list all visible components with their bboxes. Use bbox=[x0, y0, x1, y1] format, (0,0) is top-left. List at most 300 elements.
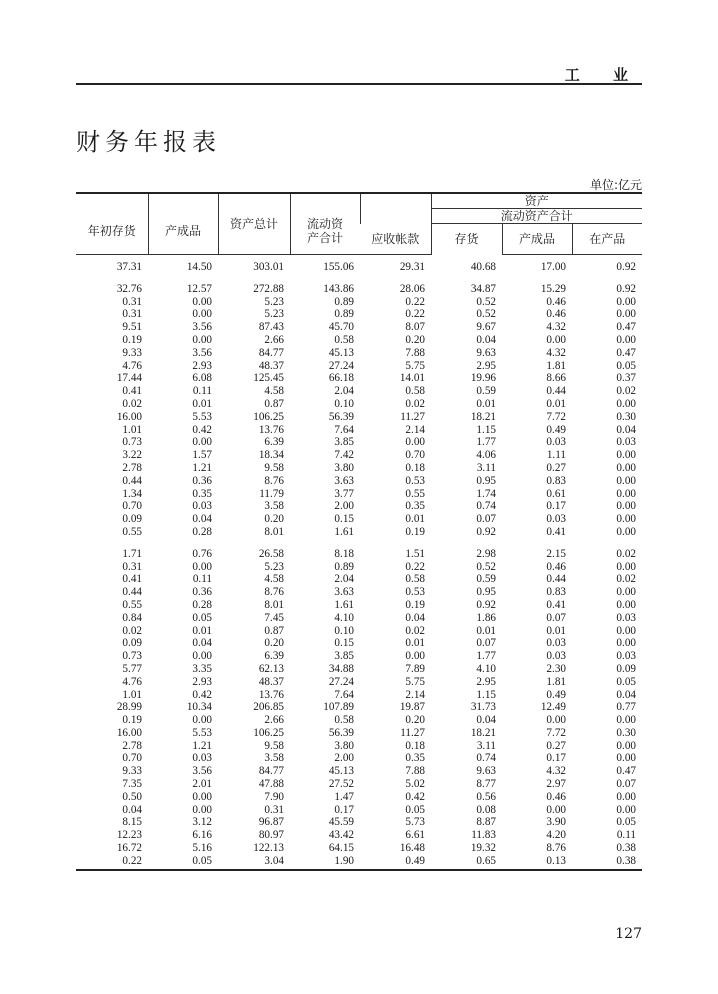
table-cell: 2.95 bbox=[476, 675, 496, 688]
table-cell: 106.25 bbox=[253, 726, 284, 739]
table-cell: 0.27 bbox=[546, 461, 566, 474]
table-row bbox=[76, 599, 642, 612]
table-cell: 0.42 bbox=[192, 423, 212, 436]
table-cell: 125.45 bbox=[253, 372, 284, 385]
table-cell: 0.00 bbox=[616, 487, 636, 500]
table-cell: 0.01 bbox=[546, 624, 566, 637]
table-cell: 3.11 bbox=[476, 739, 496, 752]
table-row bbox=[76, 676, 642, 689]
table-cell: 9.33 bbox=[122, 346, 142, 359]
table-cell: 1.34 bbox=[122, 487, 142, 500]
table-cell: 7.45 bbox=[264, 611, 284, 624]
table-cell: 2.30 bbox=[546, 662, 566, 675]
table-cell: 0.59 bbox=[476, 573, 496, 586]
table-cell: 7.88 bbox=[405, 346, 425, 359]
table-cell: 0.20 bbox=[405, 714, 425, 727]
table-cell: 0.00 bbox=[616, 598, 636, 611]
table-cell: 1.77 bbox=[476, 650, 496, 663]
table-cell: 5.75 bbox=[405, 675, 425, 688]
table-cell: 64.15 bbox=[328, 842, 354, 855]
table-cell: 1.86 bbox=[476, 611, 496, 624]
table-cell: 17.00 bbox=[540, 261, 566, 273]
table-cell: 0.03 bbox=[546, 436, 566, 449]
table-row bbox=[76, 637, 642, 650]
table-cell: 37.31 bbox=[116, 261, 142, 273]
table-cell: 1.01 bbox=[122, 423, 142, 436]
table-cell: 45.13 bbox=[328, 346, 354, 359]
table-row bbox=[76, 650, 642, 663]
table-cell: 0.00 bbox=[616, 586, 636, 599]
table-cell: 0.07 bbox=[616, 778, 636, 791]
table-cell: 48.37 bbox=[258, 359, 284, 372]
table-cell: 11.83 bbox=[471, 829, 496, 842]
table-cell: 0.53 bbox=[405, 586, 425, 599]
table-row bbox=[76, 765, 642, 778]
table-row bbox=[76, 740, 642, 753]
table-row bbox=[76, 462, 642, 475]
table-cell: 0.01 bbox=[546, 397, 566, 410]
unit-label: 单位:亿元 bbox=[589, 178, 642, 192]
table-cell: 2.93 bbox=[192, 675, 212, 688]
table-cell: 0.03 bbox=[546, 650, 566, 663]
table-cell: 0.01 bbox=[405, 513, 425, 526]
table-cell: 0.41 bbox=[122, 573, 142, 586]
table-cell: 0.52 bbox=[476, 308, 496, 321]
table-cell: 0.19 bbox=[122, 333, 142, 346]
table-header bbox=[76, 193, 642, 255]
table-cell: 0.58 bbox=[405, 573, 425, 586]
table-cell: 0.00 bbox=[616, 513, 636, 526]
table-row bbox=[76, 548, 642, 561]
table-cell: 0.11 bbox=[192, 573, 212, 586]
table-cell: 5.53 bbox=[192, 410, 212, 423]
table-cell: 5.23 bbox=[264, 560, 284, 573]
table-cell: 16.48 bbox=[399, 842, 425, 855]
table-cell: 0.41 bbox=[546, 525, 566, 538]
table-cell: 0.44 bbox=[546, 573, 566, 586]
table-cell: 2.04 bbox=[334, 385, 354, 398]
table-cell: 0.07 bbox=[546, 611, 566, 624]
table-cell: 15.29 bbox=[540, 282, 566, 295]
table-row bbox=[76, 296, 642, 309]
table-cell: 0.58 bbox=[405, 385, 425, 398]
financial-table bbox=[76, 192, 642, 871]
table-cell: 0.05 bbox=[616, 816, 636, 829]
table-cell: 0.02 bbox=[616, 385, 636, 398]
table-cell: 0.04 bbox=[476, 333, 496, 346]
table-cell: 0.20 bbox=[264, 513, 284, 526]
table-cell: 0.38 bbox=[616, 854, 636, 867]
table-cell: 0.22 bbox=[405, 295, 425, 308]
table-row bbox=[76, 360, 642, 373]
table-cell: 155.06 bbox=[323, 261, 354, 273]
table-cell: 1.15 bbox=[476, 688, 496, 701]
table-cell: 6.39 bbox=[264, 436, 284, 449]
table-cell: 19.87 bbox=[399, 701, 425, 714]
table-cell: 0.17 bbox=[334, 803, 354, 816]
table-cell: 0.00 bbox=[616, 790, 636, 803]
table-cell: 0.83 bbox=[546, 474, 566, 487]
table-cell: 0.02 bbox=[122, 397, 142, 410]
table-cell: 7.35 bbox=[122, 778, 142, 791]
table-cell: 9.58 bbox=[264, 461, 284, 474]
table-cell: 8.18 bbox=[334, 547, 354, 560]
table-cell: 12.49 bbox=[540, 701, 566, 714]
col-header-finished-goods: 产成品 bbox=[148, 209, 218, 255]
table-cell: 0.31 bbox=[122, 560, 142, 573]
table-cell: 0.65 bbox=[476, 854, 496, 867]
table-cell: 0.07 bbox=[476, 637, 496, 650]
table-cell: 0.22 bbox=[122, 854, 142, 867]
table-cell: 84.77 bbox=[258, 346, 284, 359]
table-row bbox=[76, 625, 642, 638]
table-cell: 0.30 bbox=[616, 410, 636, 423]
table-cell: 96.87 bbox=[258, 816, 284, 829]
table-cell: 0.35 bbox=[405, 500, 425, 513]
table-cell: 4.76 bbox=[122, 359, 142, 372]
table-cell: 0.35 bbox=[405, 752, 425, 765]
table-cell: 12.23 bbox=[116, 829, 142, 842]
table-cell: 3.35 bbox=[192, 662, 212, 675]
table-cell: 0.42 bbox=[405, 790, 425, 803]
table-cell: 0.27 bbox=[546, 739, 566, 752]
table-cell: 0.00 bbox=[546, 803, 566, 816]
table-cell: 0.04 bbox=[616, 423, 636, 436]
table-cell: 26.58 bbox=[258, 547, 284, 560]
table-cell: 0.01 bbox=[476, 624, 496, 637]
table-cell: 0.03 bbox=[546, 513, 566, 526]
table-cell: 3.56 bbox=[192, 321, 212, 334]
table-cell: 32.76 bbox=[116, 282, 142, 295]
table-cell: 9.58 bbox=[264, 739, 284, 752]
table-cell: 206.85 bbox=[253, 701, 284, 714]
table-cell: 0.31 bbox=[122, 295, 142, 308]
table-cell: 0.00 bbox=[192, 803, 212, 816]
table-cell: 0.09 bbox=[122, 513, 142, 526]
table-cell: 29.31 bbox=[399, 261, 425, 273]
table-cell: 0.15 bbox=[334, 637, 354, 650]
table-cell: 0.00 bbox=[192, 560, 212, 573]
table-cell: 0.05 bbox=[192, 611, 212, 624]
table-cell: 8.15 bbox=[122, 816, 142, 829]
table-cell: 2.00 bbox=[334, 500, 354, 513]
table-cell: 8.07 bbox=[405, 321, 425, 334]
table-cell: 3.58 bbox=[264, 752, 284, 765]
table-row bbox=[76, 804, 642, 817]
table-row bbox=[76, 714, 642, 727]
table-cell: 0.01 bbox=[192, 397, 212, 410]
table-cell: 45.70 bbox=[328, 321, 354, 334]
table-cell: 10.34 bbox=[186, 701, 212, 714]
table-cell: 4.32 bbox=[546, 321, 566, 334]
table-cell: 4.32 bbox=[546, 765, 566, 778]
table-cell: 0.13 bbox=[546, 854, 566, 867]
table-row bbox=[76, 449, 642, 462]
table-cell: 12.57 bbox=[186, 282, 212, 295]
table-cell: 5.73 bbox=[405, 816, 425, 829]
table-row bbox=[76, 829, 642, 842]
table-cell: 0.58 bbox=[334, 714, 354, 727]
table-cell: 0.00 bbox=[192, 790, 212, 803]
table-row bbox=[76, 398, 642, 411]
table-cell: 17.44 bbox=[116, 372, 142, 385]
table-cell: 5.16 bbox=[192, 842, 212, 855]
table-cell: 0.00 bbox=[616, 803, 636, 816]
table-cell: 7.42 bbox=[334, 449, 354, 462]
table-cell: 0.17 bbox=[546, 752, 566, 765]
table-cell: 28.99 bbox=[116, 701, 142, 714]
table-cell: 7.72 bbox=[546, 410, 566, 423]
table-cell: 1.74 bbox=[476, 487, 496, 500]
table-cell: 56.39 bbox=[328, 410, 354, 423]
table-cell: 14.50 bbox=[186, 261, 212, 273]
table-cell: 0.61 bbox=[546, 487, 566, 500]
table-cell: 0.70 bbox=[122, 500, 142, 513]
table-cell: 4.10 bbox=[334, 611, 354, 624]
table-cell: 0.47 bbox=[616, 765, 636, 778]
table-cell: 0.36 bbox=[192, 586, 212, 599]
table-cell: 0.89 bbox=[334, 308, 354, 321]
table-cell: 0.95 bbox=[476, 586, 496, 599]
table-cell: 0.11 bbox=[616, 829, 636, 842]
table-cell: 0.04 bbox=[192, 513, 212, 526]
table-cell: 5.53 bbox=[192, 726, 212, 739]
table-cell: 4.10 bbox=[476, 662, 496, 675]
table-cell: 0.49 bbox=[546, 423, 566, 436]
table-cell: 0.55 bbox=[405, 487, 425, 500]
table-row bbox=[76, 586, 642, 599]
table-cell: 7.88 bbox=[405, 765, 425, 778]
table-cell: 0.58 bbox=[334, 333, 354, 346]
table-cell: 0.10 bbox=[334, 624, 354, 637]
table-cell: 0.74 bbox=[476, 752, 496, 765]
table-cell: 19.32 bbox=[470, 842, 496, 855]
table-cell: 48.37 bbox=[258, 675, 284, 688]
table-cell: 3.85 bbox=[334, 650, 354, 663]
table-cell: 106.25 bbox=[253, 410, 284, 423]
table-cell: 18.21 bbox=[470, 726, 496, 739]
table-cell: 0.44 bbox=[546, 385, 566, 398]
table-cell: 0.00 bbox=[192, 295, 212, 308]
table-row bbox=[76, 488, 642, 501]
table-cell: 0.00 bbox=[616, 752, 636, 765]
table-row bbox=[76, 573, 642, 586]
table-row bbox=[76, 513, 642, 526]
table-cell: 0.31 bbox=[264, 803, 284, 816]
table-cell: 0.92 bbox=[476, 598, 496, 611]
table-cell: 18.34 bbox=[258, 449, 284, 462]
table-cell: 0.28 bbox=[192, 598, 212, 611]
table-cell: 3.11 bbox=[476, 461, 496, 474]
col-header-current-assets-line2: 产合计 bbox=[306, 231, 343, 246]
table-cell: 45.59 bbox=[328, 816, 354, 829]
table-cell: 1.11 bbox=[546, 449, 566, 462]
table-cell: 5.75 bbox=[405, 359, 425, 372]
table-cell: 0.44 bbox=[122, 474, 142, 487]
table-cell: 0.38 bbox=[616, 842, 636, 855]
table-row bbox=[76, 424, 642, 437]
col-group-assets: 资产 bbox=[431, 193, 642, 209]
table-cell: 11.27 bbox=[400, 410, 425, 423]
table-cell: 3.56 bbox=[192, 765, 212, 778]
table-cell: 0.77 bbox=[616, 701, 636, 714]
table-cell: 27.52 bbox=[328, 778, 354, 791]
table-cell: 4.20 bbox=[546, 829, 566, 842]
table-cell: 0.41 bbox=[546, 598, 566, 611]
table-cell: 0.50 bbox=[122, 790, 142, 803]
table-cell: 0.92 bbox=[476, 525, 496, 538]
table-cell: 8.76 bbox=[264, 586, 284, 599]
table-cell: 0.00 bbox=[616, 500, 636, 513]
table-cell: 2.00 bbox=[334, 752, 354, 765]
table-cell: 3.12 bbox=[192, 816, 212, 829]
table-cell: 2.78 bbox=[122, 461, 142, 474]
table-cell: 0.87 bbox=[264, 624, 284, 637]
table-cell: 0.05 bbox=[616, 675, 636, 688]
table-cell: 0.46 bbox=[546, 308, 566, 321]
table-cell: 0.00 bbox=[616, 461, 636, 474]
table-cell: 0.41 bbox=[122, 385, 142, 398]
col-header-total-assets: 资产总计 bbox=[218, 193, 290, 255]
table-cell: 0.18 bbox=[405, 739, 425, 752]
table-cell: 1.90 bbox=[334, 854, 354, 867]
table-cell: 0.70 bbox=[405, 449, 425, 462]
table-cell: 6.61 bbox=[405, 829, 425, 842]
table-cell: 0.00 bbox=[616, 397, 636, 410]
table-cell: 0.49 bbox=[546, 688, 566, 701]
table-cell: 0.92 bbox=[616, 261, 636, 273]
table-cell: 0.30 bbox=[616, 726, 636, 739]
table-cell: 0.46 bbox=[546, 295, 566, 308]
table-cell: 0.01 bbox=[405, 637, 425, 650]
table-cell: 14.01 bbox=[399, 372, 425, 385]
table-cell: 0.09 bbox=[122, 637, 142, 650]
table-cell: 0.18 bbox=[405, 461, 425, 474]
table-cell: 2.93 bbox=[192, 359, 212, 372]
table-row bbox=[76, 385, 642, 398]
table-cell: 1.61 bbox=[334, 598, 354, 611]
table-cell: 8.66 bbox=[546, 372, 566, 385]
table-cell: 0.17 bbox=[546, 500, 566, 513]
table-cell: 0.11 bbox=[192, 385, 212, 398]
table-cell: 84.77 bbox=[258, 765, 284, 778]
table-cell: 0.46 bbox=[546, 560, 566, 573]
table-cell: 0.00 bbox=[616, 449, 636, 462]
table-cell: 0.03 bbox=[616, 436, 636, 449]
table-cell: 1.81 bbox=[546, 675, 566, 688]
table-cell: 0.52 bbox=[476, 295, 496, 308]
table-cell: 34.87 bbox=[470, 282, 496, 295]
table-cell: 0.28 bbox=[192, 525, 212, 538]
col-header-opening-inventory: 年初存货 bbox=[76, 209, 148, 255]
table-cell: 0.00 bbox=[616, 637, 636, 650]
table-cell: 0.10 bbox=[334, 397, 354, 410]
table-cell: 28.06 bbox=[399, 282, 425, 295]
table-cell: 0.01 bbox=[192, 624, 212, 637]
table-cell: 56.39 bbox=[328, 726, 354, 739]
table-cell: 66.18 bbox=[328, 372, 354, 385]
table-cell: 40.68 bbox=[470, 260, 496, 273]
table-row bbox=[76, 778, 642, 791]
table-row bbox=[76, 372, 642, 385]
table-cell: 8.87 bbox=[476, 816, 496, 829]
table-cell: 0.08 bbox=[476, 803, 496, 816]
table-cell: 0.00 bbox=[192, 650, 212, 663]
table-cell: 122.13 bbox=[253, 842, 284, 855]
table-cell: 0.02 bbox=[405, 624, 425, 637]
table-cell: 0.00 bbox=[616, 739, 636, 752]
table-cell: 16.00 bbox=[116, 410, 142, 423]
table-cell: 0.03 bbox=[546, 637, 566, 650]
table-cell: 0.05 bbox=[192, 854, 212, 867]
table-cell: 6.08 bbox=[192, 372, 212, 385]
table-row bbox=[76, 321, 642, 334]
table-cell: 13.76 bbox=[258, 423, 284, 436]
table-row bbox=[76, 283, 642, 296]
table-cell: 45.13 bbox=[328, 765, 354, 778]
table-cell: 0.22 bbox=[405, 308, 425, 321]
table-row bbox=[76, 816, 642, 829]
table-cell: 3.77 bbox=[334, 487, 354, 500]
table-cell: 0.42 bbox=[192, 688, 212, 701]
table-cell: 2.15 bbox=[546, 547, 566, 560]
table-cell: 0.49 bbox=[405, 854, 425, 867]
table-cell: 0.09 bbox=[616, 662, 636, 675]
table-cell: 11.79 bbox=[259, 487, 284, 500]
table-cell: 0.00 bbox=[192, 333, 212, 346]
table-cell: 0.20 bbox=[405, 333, 425, 346]
table-cell: 3.63 bbox=[334, 586, 354, 599]
table-cell: 2.95 bbox=[476, 359, 496, 372]
table-row bbox=[76, 334, 642, 347]
table-cell: 8.01 bbox=[264, 525, 284, 538]
table-cell: 11.27 bbox=[400, 726, 425, 739]
table-cell: 1.77 bbox=[476, 436, 496, 449]
table-cell: 1.57 bbox=[192, 449, 212, 462]
col-header-work-in-progress: 在产品 bbox=[572, 224, 642, 255]
section-label: 工 业 bbox=[564, 66, 642, 84]
table-cell: 0.36 bbox=[192, 474, 212, 487]
table-cell: 0.74 bbox=[476, 500, 496, 513]
table-cell: 7.64 bbox=[334, 423, 354, 436]
table-cell: 3.80 bbox=[334, 461, 354, 474]
table-cell: 0.46 bbox=[546, 790, 566, 803]
table-cell: 0.76 bbox=[192, 547, 212, 560]
table-cell: 0.01 bbox=[476, 397, 496, 410]
table-cell: 8.76 bbox=[264, 474, 284, 487]
table-row bbox=[76, 308, 642, 321]
table-cell: 3.04 bbox=[264, 854, 284, 867]
col-header-inventory: 存货 bbox=[431, 224, 502, 255]
table-row bbox=[76, 255, 642, 283]
table-cell: 7.89 bbox=[405, 662, 425, 675]
table-cell: 0.87 bbox=[264, 397, 284, 410]
table-cell: 0.00 bbox=[616, 308, 636, 321]
table-cell: 0.00 bbox=[546, 714, 566, 727]
table-cell: 16.00 bbox=[116, 726, 142, 739]
table-cell: 6.39 bbox=[264, 650, 284, 663]
table-cell: 0.19 bbox=[405, 598, 425, 611]
table-cell: 2.78 bbox=[122, 739, 142, 752]
table-cell: 8.01 bbox=[264, 598, 284, 611]
table-row bbox=[76, 727, 642, 740]
table-cell: 7.90 bbox=[264, 790, 284, 803]
table-cell: 143.86 bbox=[323, 282, 354, 295]
table-row bbox=[76, 561, 642, 574]
table-cell: 0.73 bbox=[122, 650, 142, 663]
table-cell: 27.24 bbox=[328, 675, 354, 688]
table-cell: 0.03 bbox=[616, 611, 636, 624]
